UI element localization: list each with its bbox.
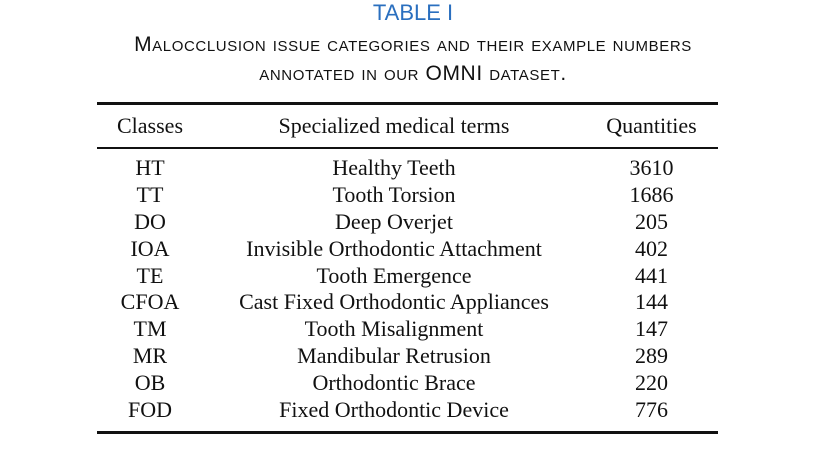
table-header-row — [97, 104, 718, 149]
cell-class: DO — [134, 208, 166, 234]
cell-class: OB — [134, 369, 166, 395]
table-number-label: TABLE I — [372, 0, 454, 25]
cell-quantity: 144 — [635, 289, 668, 315]
table-row — [97, 235, 718, 262]
cell-quantity: 289 — [635, 342, 668, 368]
cell-quantity: 776 — [635, 396, 668, 422]
cell-quantity: 3610 — [629, 155, 674, 181]
cell-quantity: 441 — [635, 262, 668, 288]
cell-quantity: 205 — [635, 208, 668, 234]
table-row — [97, 182, 718, 209]
cell-term: Invisible Orthodontic Attachment — [246, 235, 542, 261]
cell-class: TE — [136, 262, 164, 288]
caption-line-2: annotated in our OMNI dataset. — [259, 62, 567, 85]
cell-term: Deep Overjet — [335, 208, 453, 234]
cell-quantity: 147 — [635, 316, 668, 342]
table-row — [97, 262, 718, 289]
table-caption — [0, 30, 826, 88]
cell-term: Healthy Teeth — [332, 155, 456, 181]
cell-class: MR — [132, 342, 168, 368]
cell-term: Tooth Misalignment — [304, 316, 484, 342]
cell-term: Cast Fixed Orthodontic Appliances — [239, 289, 549, 315]
table-row — [97, 369, 718, 396]
cell-quantity: 402 — [635, 235, 668, 261]
cell-quantity: 220 — [635, 369, 668, 395]
cell-quantity: 1686 — [629, 182, 674, 208]
cell-term: Mandibular Retrusion — [297, 342, 491, 368]
cell-class: FOD — [127, 396, 172, 422]
table-row — [97, 209, 718, 236]
cell-class: CFOA — [120, 289, 180, 315]
header-medical-terms: Specialized medical terms — [278, 113, 510, 138]
cell-term: Tooth Torsion — [332, 182, 456, 208]
cell-term: Orthodontic Brace — [312, 369, 476, 395]
table-row — [97, 316, 718, 343]
table-row — [97, 396, 718, 432]
header-quantities: Quantities — [606, 113, 697, 138]
cell-term: Fixed Orthodontic Device — [279, 396, 509, 422]
header-classes: Classes — [117, 113, 183, 138]
cell-class: HT — [135, 155, 165, 181]
cell-class: TM — [133, 316, 167, 342]
cell-class: TT — [136, 182, 164, 208]
cell-term: Tooth Emergence — [316, 262, 472, 288]
table-row — [97, 343, 718, 370]
malocclusion-table — [97, 102, 718, 434]
cell-class: IOA — [130, 235, 170, 261]
table-row — [97, 148, 718, 182]
table-row — [97, 289, 718, 316]
caption-line-1: Malocclusion issue categories and their example numbers — [134, 33, 692, 56]
